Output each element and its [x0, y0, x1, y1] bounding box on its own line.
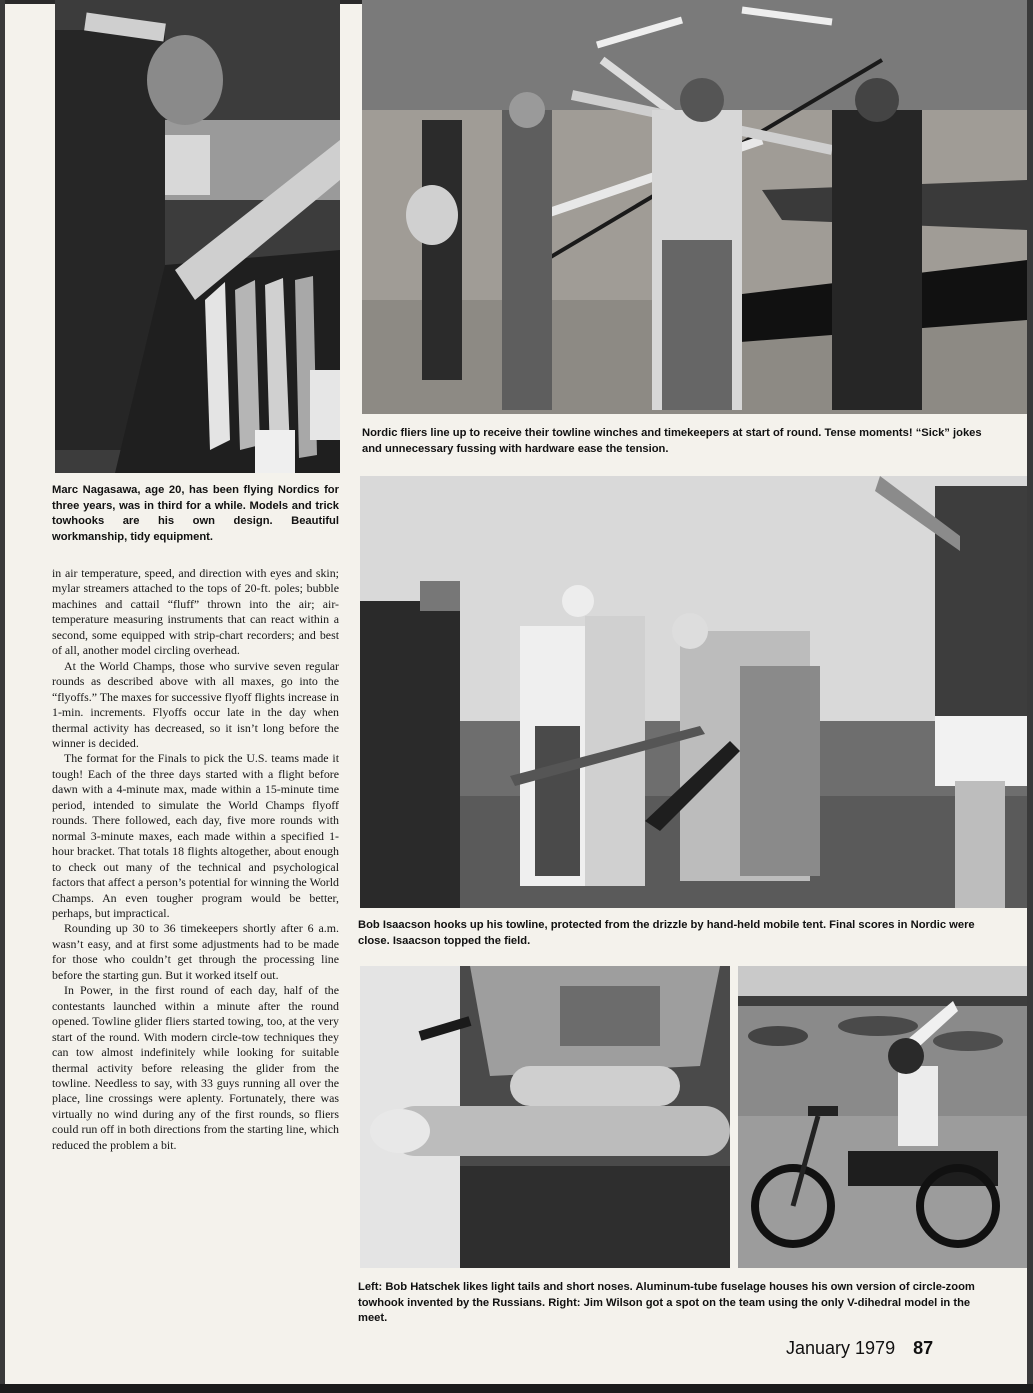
caption-lineup: Nordic fliers line up to receive their towline winches and timekeepers at start of round. Tense moments! “Sick” jokes and unnecessary fussing with hardware ease the tension.	[362, 427, 982, 455]
caption-bottom: Left: Bob Hatschek likes light tails and short noses. Aluminum-tube fuselage houses his own version of circle-zoom towhook invented by the Russians. Right: Jim Wilson got a spot on the team using the only V-dihedral model in the meet.	[358, 1281, 975, 1324]
page-edge-bottom	[0, 1384, 1033, 1393]
page-edge-right	[1027, 0, 1033, 1393]
article-paragraph: Rounding up 30 to 36 timekeepers shortly after 6 a.m. wasn’t easy, and at first some adjustments had to be made for those who couldn’t get through the processing line before the starting gun. But it worked itself out.	[52, 921, 339, 982]
page-edge-left	[0, 0, 5, 1393]
article-paragraph: in air temperature, speed, and direction with eyes and skin; mylar streamers attached to the tops of 20-ft. poles; bubble machines and cattail “fluff” thrown into the air; air-temperature measuring instruments that can react within a second, some equipped with strip-chart recorders; and best of all, another model circling overhead.	[52, 566, 339, 658]
photo-nagasawa	[55, 0, 340, 473]
caption-isaacson: Bob Isaacson hooks up his towline, protected from the drizzle by hand-held mobile tent. Final scores in Nordic were close. Isaacson topped the field.	[358, 919, 975, 947]
article-body	[52, 566, 339, 1153]
page-folio	[786, 1338, 933, 1359]
article-paragraph: At the World Champs, those who survive seven regular rounds as described above with all maxes, go into the “flyoffs.” The maxes for successive flyoff flights increase in 1-min. increments. Flyoffs occur late in the day when thermal activity has decreased, so it isn’t long before the winner is decided.	[52, 658, 339, 750]
photo-lineup	[362, 0, 1027, 414]
photo-hatschek	[360, 966, 730, 1268]
photo-wilson	[738, 966, 1027, 1268]
caption-nagasawa: Marc Nagasawa, age 20, has been flying Nordics for three years, was in third for a while. Models and trick towhooks are his own design. Beautiful workmanship, tidy equipment.	[52, 484, 339, 543]
page-number: 87	[913, 1338, 934, 1358]
photo-isaacson	[360, 476, 1027, 908]
issue-date: January 1979	[786, 1338, 896, 1358]
article-paragraph: In Power, in the first round of each day, half of the contestants launched within a minute after the round opened. Towline glider fliers started towing, too, at the very start of the round. With modern circle-tow techniques they can tow almost indefinitely while looking for suitable thermal activity before releasing the glider from the towline. Needless to say, with 33 guys running all over the place, line crossings were aplenty. Fortunately, there was virtually no wind during any of the first rounds, so fliers could run off in both directions from the starting line, which reduced the problem a bit.	[52, 983, 339, 1152]
article-paragraph: The format for the Finals to pick the U.S. teams made it tough! Each of the three days started with a flight before dawn with a 4-minute max, made within a 15-minute time period, intended to simulate the World Champs flyoff rounds. There followed, each day, five more rounds with normal 3-minute maxes, each made within a specified 1-hour bracket. That totals 18 flights altogether, about enough to check out many of the technical and psychological factors that affect a person’s potential for winning the World Champs. An even tougher program would be better, perhaps, but impractical.	[52, 751, 339, 920]
